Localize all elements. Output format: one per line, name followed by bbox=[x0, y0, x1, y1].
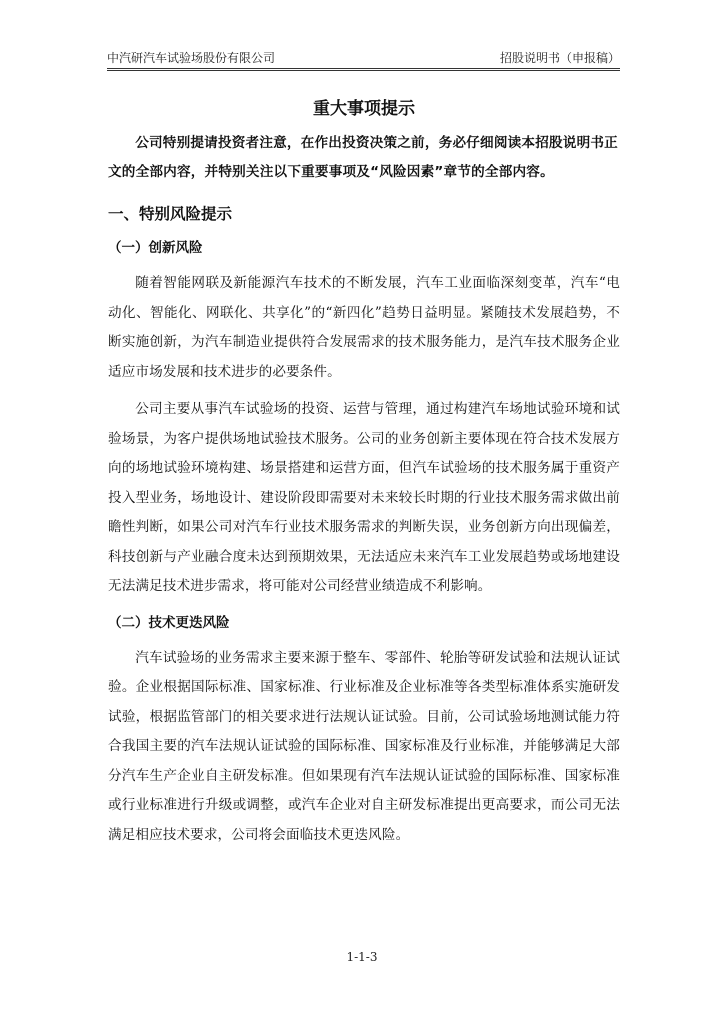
innovation-risk-paragraph-1: 随着智能网联及新能源汽车技术的不断发展，汽车工业面临深刻变革，汽车“电动化、智能化、网联化、共享化”的“新四化”趋势日益明显。紧随技术发展趋势，不断实施创新，为汽车制造业提供符合发展需求的技术服务能力，是汽车技术服务企业适应市场发展和技术进步的必要条件。 bbox=[108, 275, 620, 380]
header-doc-type: 招股说明书（申报稿） bbox=[499, 51, 620, 65]
intro-notice: 公司特别提请投资者注意，在作出投资决策之前，务必仔细阅读本招股说明书正文的全部内容，并特别关注以下重要事项及“风险因素”章节的全部内容。 bbox=[108, 135, 618, 180]
subsection-heading-innovation-risk: （一）创新风险 bbox=[108, 240, 203, 256]
page-number: 1-1-3 bbox=[346, 950, 378, 964]
page-content bbox=[108, 92, 620, 858]
page-title: 重大事项提示 bbox=[313, 99, 415, 119]
innovation-risk-paragraph-2: 公司主要从事汽车试验场的投资、运营与管理，通过构建汽车场地试验环境和试验场景，为客户提供场地试验技术服务。公司的业务创新主要体现在符合技术发展方向的场地试验环境构建、场景搭建和运营方面，但汽车试验场的技术服务属于重资产投入型业务，场地设计、建设阶段即需要对未来较长时期的行业技术服务需求做出前瞻性判断，如果公司对汽车行业技术服务需求的判断失误，业务创新方向出现偏差，科技创新与产业融合度未达到预期效果，无法适应未来汽车工业发展趋势或场地建设无法满足技术进步需求，将可能对公司经营业绩造成不利影响。 bbox=[108, 401, 620, 594]
header-rule bbox=[107, 68, 620, 71]
page-header bbox=[107, 50, 620, 66]
header-company: 中汽研汽车试验场股份有限公司 bbox=[107, 51, 276, 65]
tech-iteration-risk-paragraph: 汽车试验场的业务需求主要来源于整车、零部件、轮胎等研发试验和法规认证试验。企业根据国际标准、国家标准、行业标准及企业标准等各类型标准体系实施研发试验，根据监管部门的相关要求进行法规认证试验。目前，公司试验场地测试能力符合我国主要的汽车法规认证试验的国际标准、国家标准及行业标准，并能够满足大部分汽车生产企业自主研发标准。但如果现有汽车法规认证试验的国际标准、国家标准或行业标准进行升级或调整，或汽车企业对自主研发标准提出更高要求，而公司无法满足相应技术要求，公司将会面临技术更迭风险。 bbox=[108, 649, 620, 843]
subsection-heading-tech-iteration-risk: （二）技术更迭风险 bbox=[108, 614, 230, 631]
section-heading-special-risks: 一、特别风险提示 bbox=[108, 205, 233, 223]
